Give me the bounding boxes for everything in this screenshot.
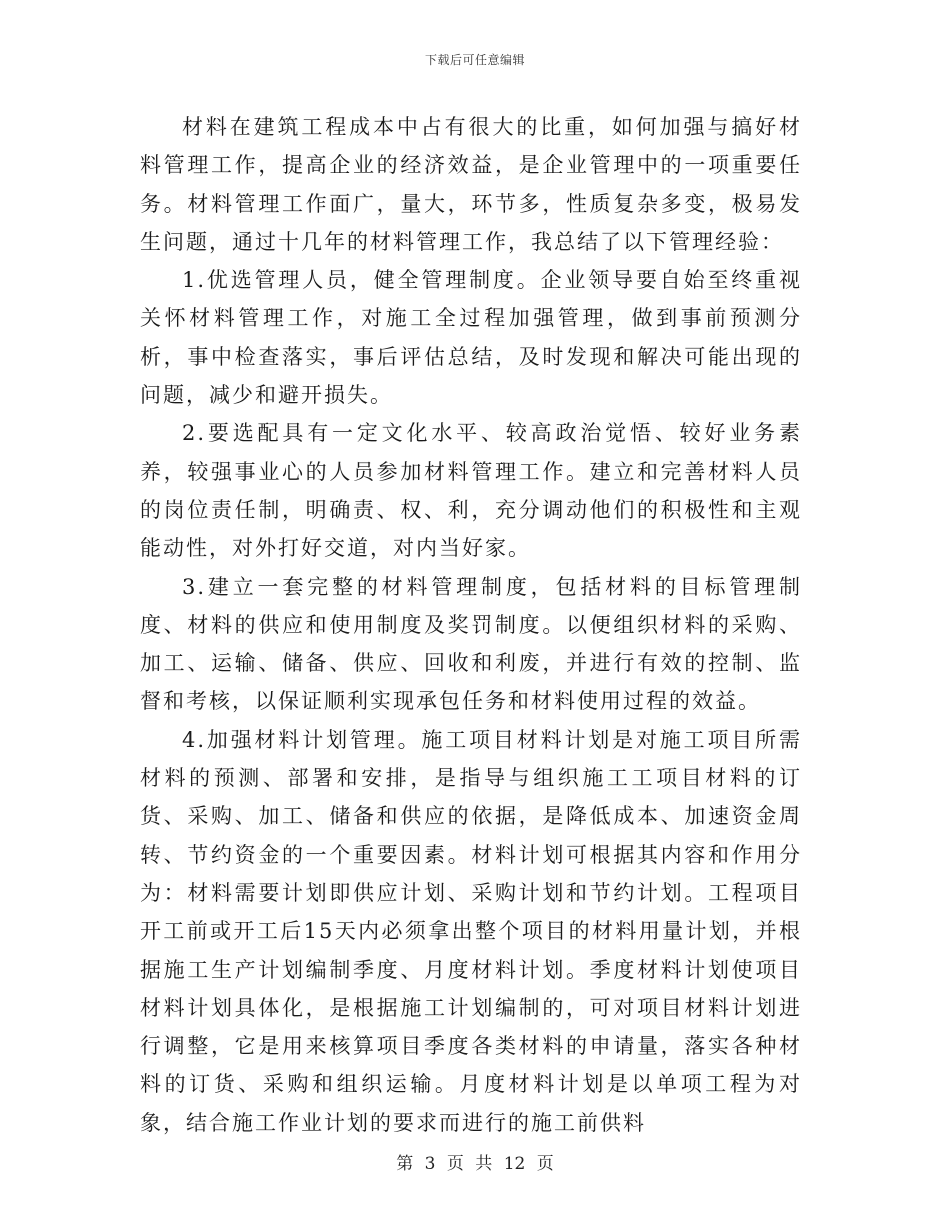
document-body [140,108,802,1142]
paragraph-intro: 材料在建筑工程成本中占有很大的比重，如何加强与搞好材料管理工作，提高企业的经济效益，是企业管理中的一项重要任务。材料管理工作面广，量大，环节多，性质复杂多变，极易发生问题，通过十几年的材料管理工作，我总结了以下管理经验： [140,115,802,254]
paragraph-item-1: 1.优选管理人员，健全管理制度。企业领导要自始至终重视关怀材料管理工作，对施工全过程加强管理，做到事前预测分析，事中检查落实，事后评估总结，及时发现和解决可能出现的问题，减少和避开损失。 [140,268,802,408]
paragraph-item-3: 3.建立一套完整的材料管理制度，包括材料的目标管理制度、材料的供应和使用制度及奖罚制度。以便组织材料的采购、加工、运输、储备、供应、回收和利废，并进行有效的控制、监督和考核，以保证顺利实现承包任务和材料使用过程的效益。 [140,574,802,714]
paragraph-item-4: 4.加强材料计划管理。施工项目材料计划是对施工项目所需材料的预测、部署和安排，是指导与组织施工工项目材料的订货、采购、加工、储备和供应的依据，是降低成本、加速资金周转、节约资金的一个重要因素。材料计划可根据其内容和作用分为：材料需要计划即供应计划、采购计划和节约计划。工程项目开工前或开工后15天内必须拿出整个项目的材料用量计划，并根据施工生产计划编制季度、月度材料计划。季度材料计划使项目材料计划具体化，是根据施工计划编制的，可对项目材料计划进行调整，它是用来核算项目季度各类材料的申请量，落实各种材料的订货、采购和组织运输。月度材料计划是以单项工程为对象，结合施工作业计划的要求而进行的施工前供料 [140,727,802,1135]
page-header-note: 下载后可任意编辑 [424,53,525,67]
page-number: 第 3 页 共 12 页 [396,1154,554,1174]
paragraph-item-2: 2.要选配具有一定文化水平、较高政治觉悟、较好业务素养，较强事业心的人员参加材料管理工作。建立和完善材料人员的岗位责任制，明确责、权、利，充分调动他们的积极性和主观能动性，对外打好交道，对内当好家。 [140,421,802,561]
